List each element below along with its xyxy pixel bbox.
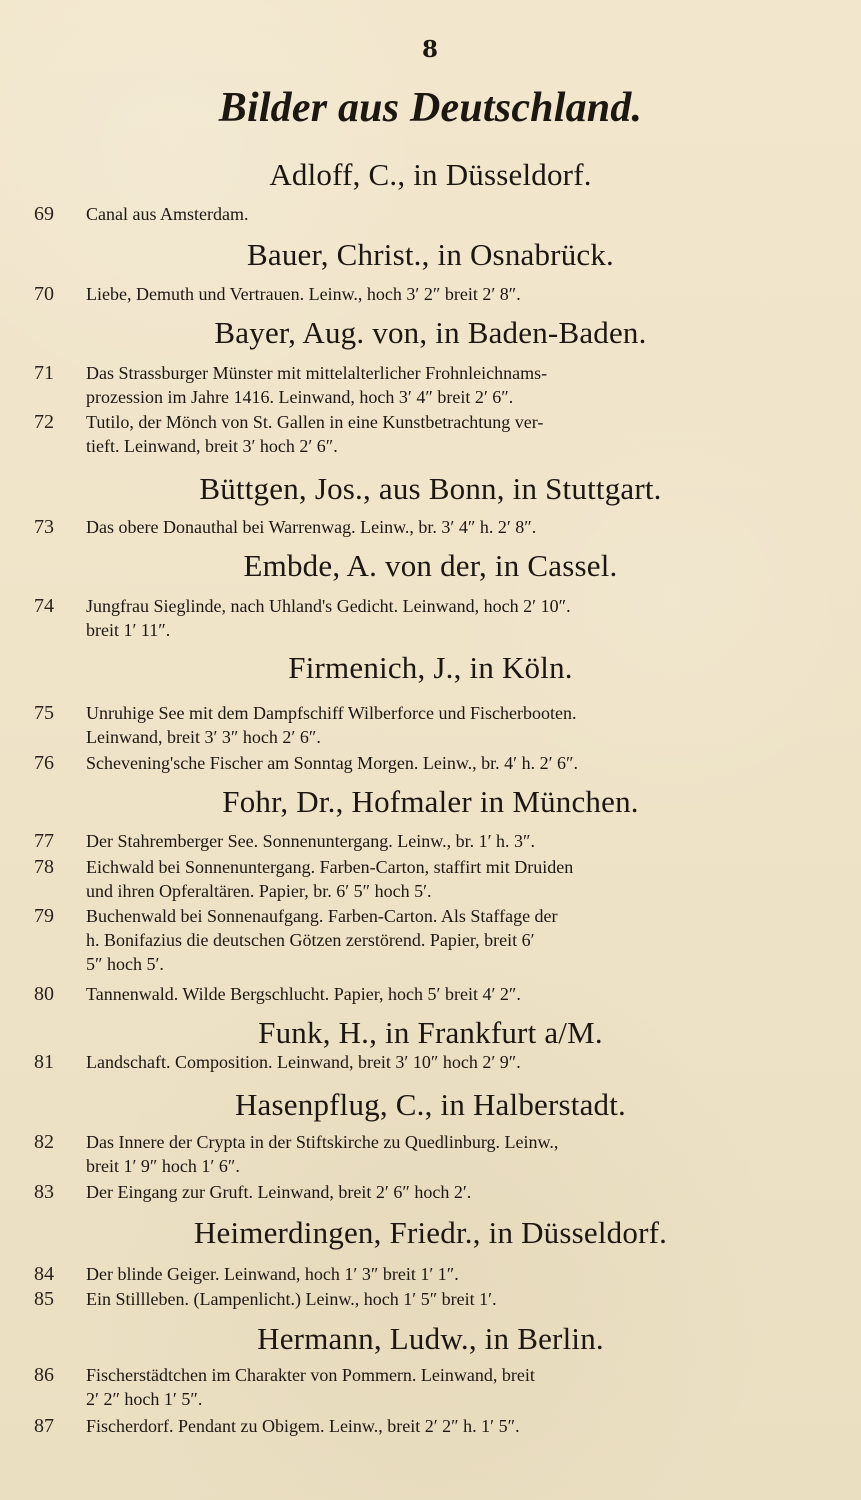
- entry-text: [86, 410, 797, 458]
- entry-number: 70: [34, 283, 54, 305]
- entry-number: 69: [34, 203, 54, 225]
- entry-number: 87: [34, 1415, 54, 1437]
- entry-line: prozession im Jahre 1416. Leinwand, hoch 3′ 4″ breit 2′ 6″.: [86, 387, 514, 407]
- artist-heading: Büttgen, Jos., aus Bonn, in Stuttgart.: [199, 471, 662, 506]
- entry-number: 86: [34, 1364, 54, 1386]
- entry-number: 79: [34, 905, 54, 927]
- entry-number: 80: [34, 983, 54, 1005]
- entry-line: Landschaft. Composition. Leinwand, breit 3′ 10″ hoch 2′ 9″.: [86, 1052, 521, 1072]
- entry-line: Liebe, Demuth und Vertrauen. Leinw., hoch 3′ 2″ breit 2′ 8″.: [86, 284, 521, 304]
- entry-line: Das Innere der Crypta in der Stiftskirche zu Quedlinburg. Leinw.,: [86, 1132, 559, 1152]
- entry-line: Der blinde Geiger. Leinwand, hoch 1′ 3″ breit 1′ 1″.: [86, 1264, 459, 1284]
- entry-text: [86, 594, 797, 642]
- entry-text: [86, 1180, 797, 1204]
- entry-text: [86, 1287, 797, 1311]
- entry-number: 74: [34, 595, 54, 617]
- entry-number: 76: [34, 752, 54, 774]
- entry-line: Canal aus Amsterdam.: [86, 204, 249, 224]
- entry-number: 78: [34, 856, 54, 878]
- artist-heading: Funk, H., in Frankfurt a/M.: [258, 1015, 603, 1050]
- entry-number: 81: [34, 1051, 54, 1073]
- entry-number: 71: [34, 362, 54, 384]
- entry-number: 77: [34, 830, 54, 852]
- entry-text: [86, 202, 797, 226]
- artist-heading: Bauer, Christ., in Osnabrück.: [246, 237, 615, 272]
- entry-number: 83: [34, 1181, 54, 1203]
- entry-line: breit 1′ 11″.: [86, 620, 171, 640]
- artist-heading: Embde, A. von der, in Cassel.: [243, 548, 618, 583]
- entry-line: Schevening'sche Fischer am Sonntag Morgen. Leinw., br. 4′ h. 2′ 6″.: [86, 753, 579, 773]
- entry-line: tieft. Leinwand, breit 3′ hoch 2′ 6″.: [86, 436, 338, 456]
- entry-text: [86, 1050, 797, 1074]
- entry-number: 75: [34, 702, 54, 724]
- entry-line: Das Strassburger Münster mit mittelalterlicher Frohnleichnams-: [86, 363, 548, 383]
- entry-line: 2′ 2″ hoch 1′ 5″.: [86, 1389, 203, 1409]
- entry-number: 85: [34, 1288, 54, 1310]
- entry-text: [86, 855, 797, 903]
- artist-heading: Heimerdingen, Friedr., in Düsseldorf.: [193, 1215, 668, 1250]
- artist-heading: Hermann, Ludw., in Berlin.: [257, 1321, 604, 1356]
- entry-line: Ein Stillleben. (Lampenlicht.) Leinw., hoch 1′ 5″ breit 1′.: [86, 1289, 497, 1309]
- entry-line: Jungfrau Sieglinde, nach Uhland's Gedicht. Leinwand, hoch 2′ 10″.: [86, 596, 571, 616]
- entry-line: Buchenwald bei Sonnenaufgang. Farben-Carton. Als Staffage der: [86, 906, 558, 926]
- artist-heading: Hasenpflug, C., in Halberstadt.: [234, 1087, 627, 1122]
- entry-line: breit 1′ 9″ hoch 1′ 6″.: [86, 1156, 240, 1176]
- entry-text: [86, 982, 797, 1006]
- entry-line: 5″ hoch 5′.: [86, 954, 164, 974]
- entry-number: 84: [34, 1263, 54, 1285]
- page-number: 8: [421, 36, 439, 63]
- entry-text: [86, 515, 797, 539]
- artist-heading: Firmenich, J., in Köln.: [288, 650, 573, 685]
- artist-heading: Bayer, Aug. von, in Baden-Baden.: [214, 315, 647, 350]
- entry-text: [86, 701, 797, 749]
- entry-text: [86, 361, 797, 409]
- entry-text: [86, 282, 797, 306]
- entry-line: Unruhige See mit dem Dampfschiff Wilberforce und Fischerbooten.: [86, 703, 577, 723]
- entry-line: und ihren Opferaltären. Papier, br. 6′ 5″ hoch 5′.: [86, 881, 432, 901]
- entry-line: h. Bonifazius die deutschen Götzen zerstörend. Papier, breit 6′: [86, 930, 535, 950]
- entry-text: [86, 1262, 797, 1286]
- entry-text: [86, 904, 797, 976]
- entry-text: [86, 829, 797, 853]
- artist-heading: Adloff, C., in Düsseldorf.: [269, 157, 592, 192]
- entry-line: Fischerdorf. Pendant zu Obigem. Leinw., breit 2′ 2″ h. 1′ 5″.: [86, 1416, 520, 1436]
- entry-line: Tannenwald. Wilde Bergschlucht. Papier, hoch 5′ breit 4′ 2″.: [86, 984, 521, 1004]
- entry-line: Der Stahremberger See. Sonnenuntergang. Leinw., br. 1′ h. 3″.: [86, 831, 535, 851]
- entry-text: [86, 751, 797, 775]
- entry-line: Leinwand, breit 3′ 3″ hoch 2′ 6″.: [86, 727, 321, 747]
- entry-text: [86, 1130, 797, 1178]
- entry-line: Fischerstädtchen im Charakter von Pommern. Leinwand, breit: [86, 1365, 535, 1385]
- entry-number: 82: [34, 1131, 54, 1153]
- entry-text: [86, 1363, 797, 1411]
- entry-line: Eichwald bei Sonnenuntergang. Farben-Carton, staffirt mit Druiden: [86, 857, 574, 877]
- artist-heading: Fohr, Dr., Hofmaler in München.: [222, 784, 639, 819]
- entry-number: 73: [34, 516, 54, 538]
- entry-text: [86, 1414, 797, 1438]
- entry-line: Tutilo, der Mönch von St. Gallen in eine Kunstbetrachtung ver-: [86, 412, 544, 432]
- entry-line: Der Eingang zur Gruft. Leinwand, breit 2′ 6″ hoch 2′.: [86, 1182, 472, 1202]
- entry-number: 72: [34, 411, 54, 433]
- page-title: Bilder aus Deutschland.: [218, 85, 643, 131]
- entry-line: Das obere Donauthal bei Warrenwag. Leinw., br. 3′ 4″ h. 2′ 8″.: [86, 517, 537, 537]
